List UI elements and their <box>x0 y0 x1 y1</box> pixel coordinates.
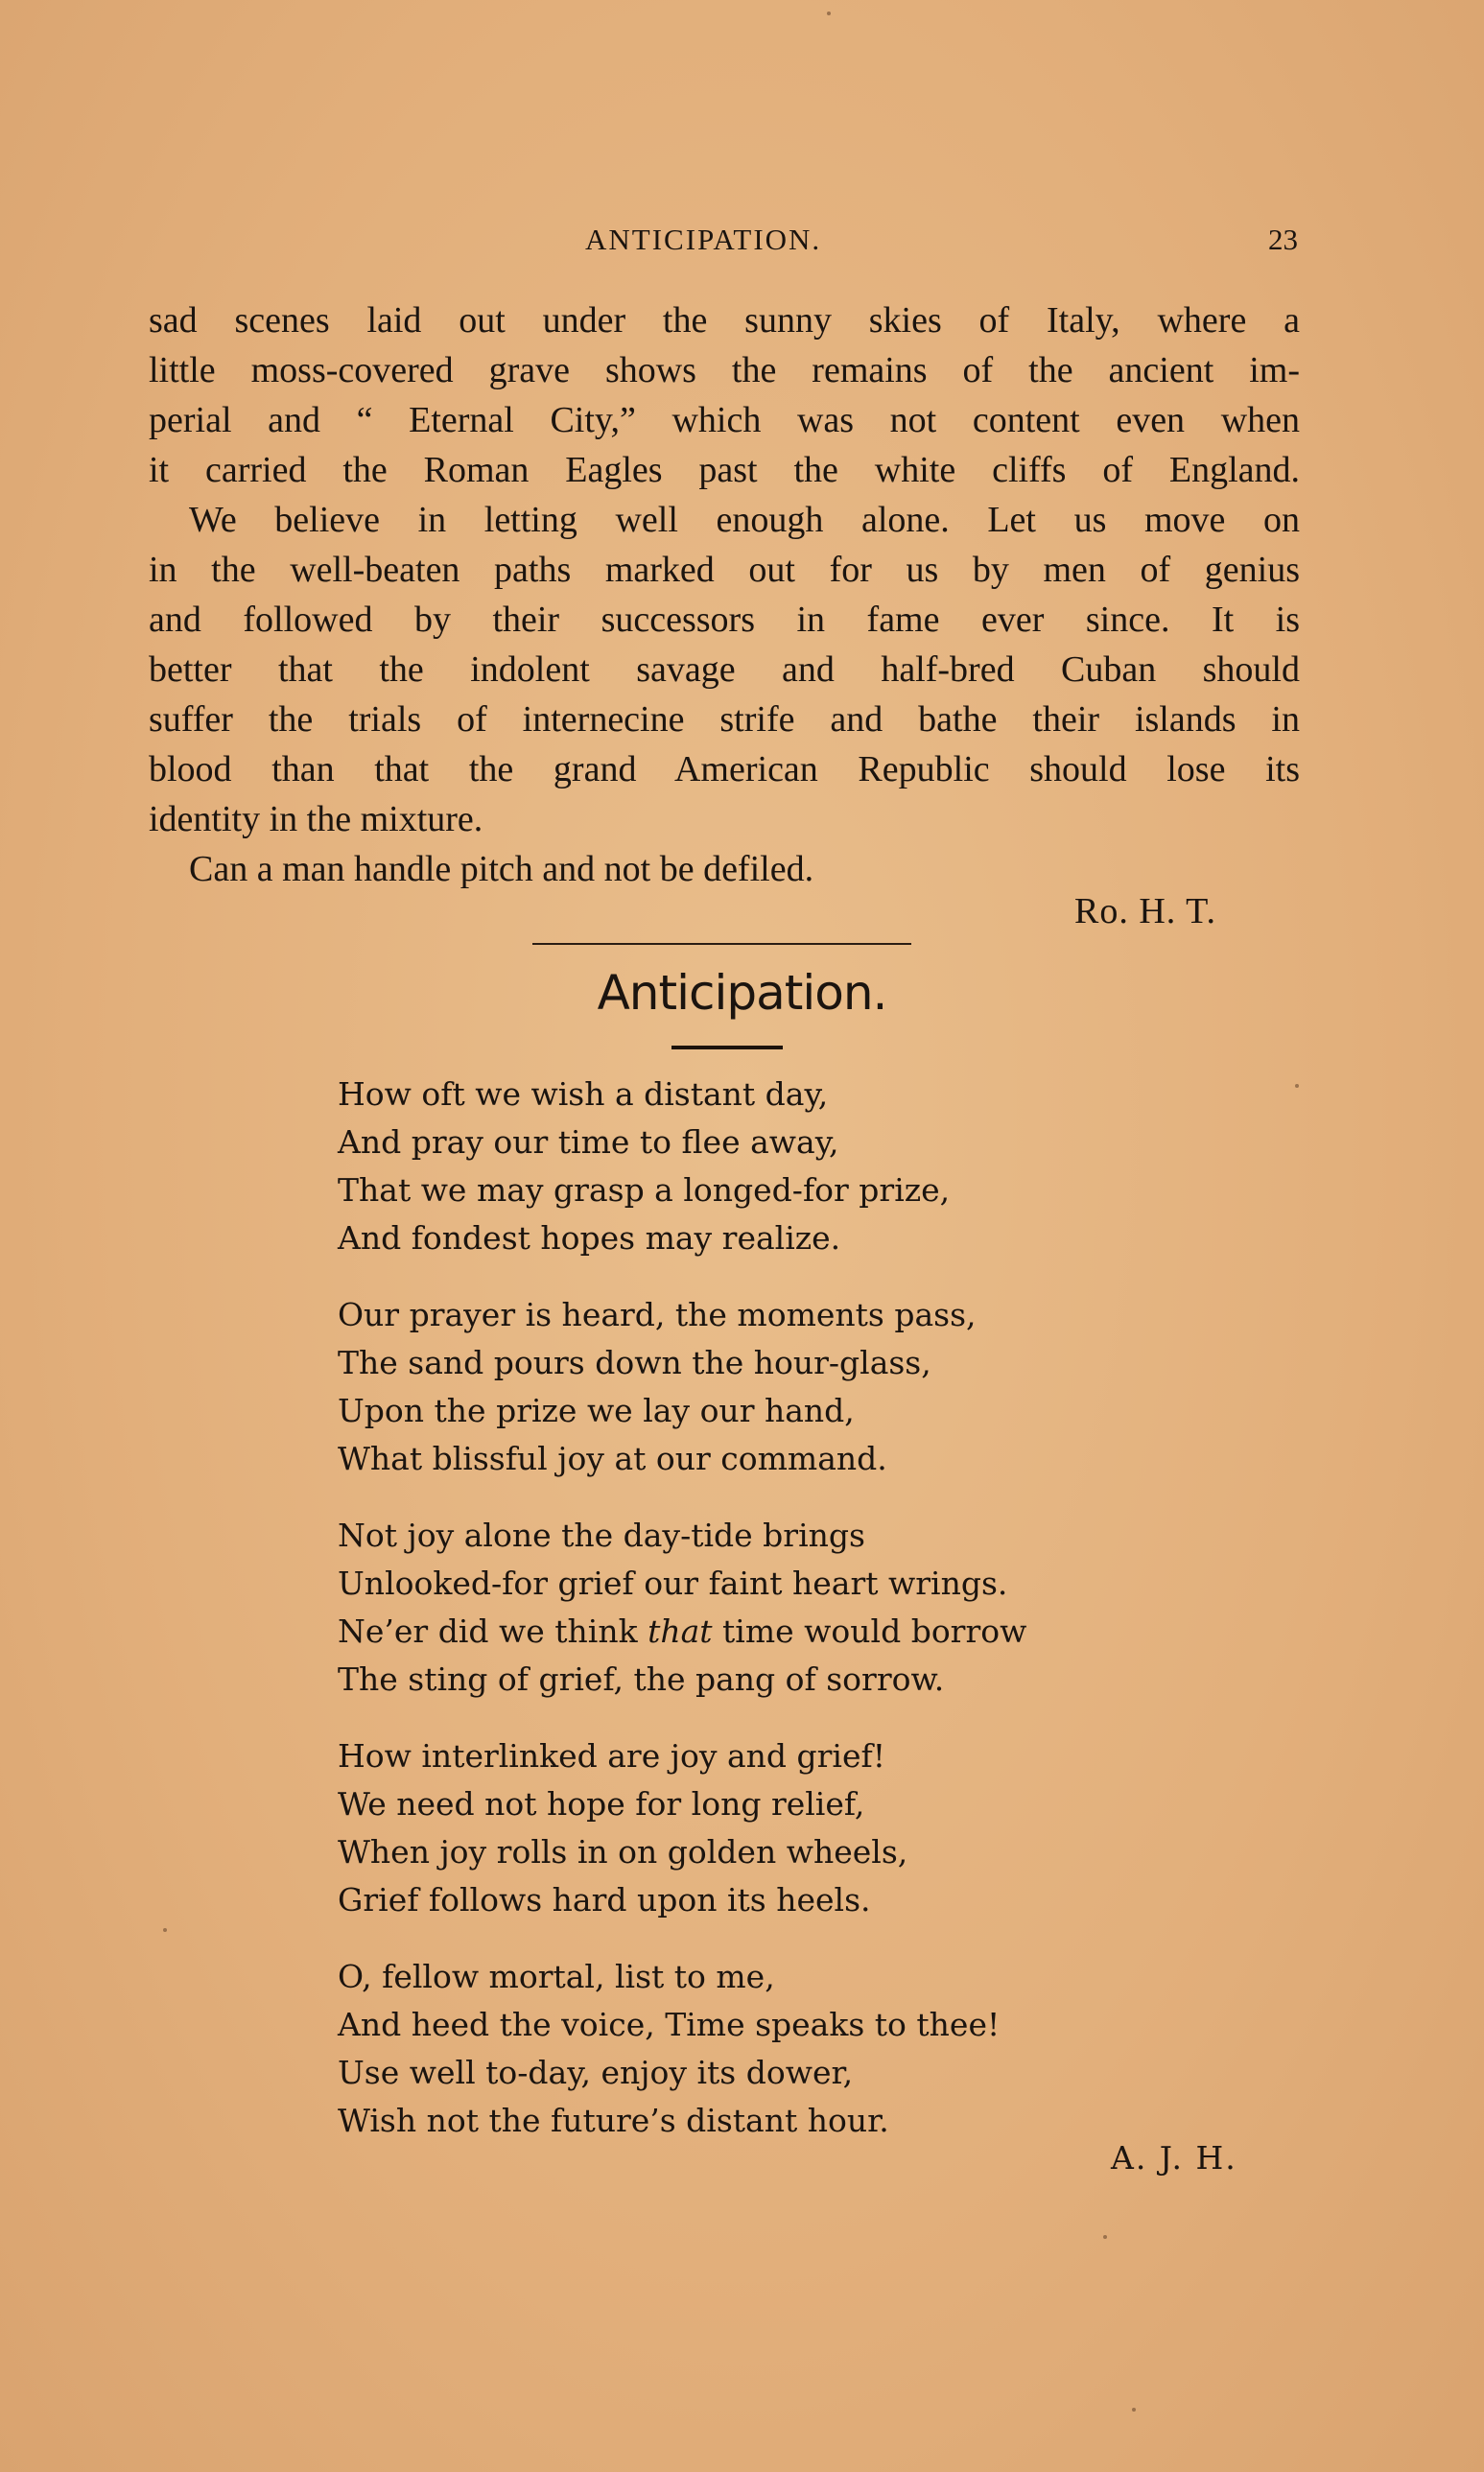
paper-speck <box>1295 1084 1299 1088</box>
poem-line: And heed the voice, Time speaks to thee! <box>338 2006 1001 2043</box>
poem-line: That we may grasp a longed-for prize, <box>338 1171 951 1209</box>
prose-line: Can a man handle pitch and not be defiled. <box>189 849 814 889</box>
title-underline <box>671 1046 783 1049</box>
poem-line: Use well to-day, enjoy its dower, <box>338 2054 854 2091</box>
poem-line: How interlinked are joy and grief! <box>338 1737 885 1775</box>
prose-block <box>149 295 1300 894</box>
poem-body <box>338 1071 1026 2174</box>
poem-line: Unlooked-for grief our faint heart wrings. <box>338 1565 1008 1602</box>
poem-line-with-italic <box>338 1608 1026 1656</box>
poem-line: When joy rolls in on golden wheels, <box>338 1833 908 1871</box>
poem-stanza <box>338 1291 1026 1483</box>
paper-speck <box>827 12 831 15</box>
poem-line: Our prayer is heard, the moments pass, <box>338 1296 977 1333</box>
prose-line: suffer the trials of internecine strife and bathe their islands in <box>149 699 1300 740</box>
poem-line-segment: Ne’er did we think <box>338 1613 638 1650</box>
section-divider <box>532 943 911 945</box>
poem-line: We need not hope for long relief, <box>338 1785 865 1823</box>
prose-line: sad scenes laid out under the sunny skies of Italy, where a <box>149 300 1300 341</box>
poem-signature: A. J. H. <box>1111 2139 1237 2177</box>
prose-line: blood than that the grand American Republic should lose its <box>149 749 1300 789</box>
page-number: 23 <box>1268 223 1298 256</box>
poem-line: And fondest hopes may realize. <box>338 1219 841 1257</box>
running-title: ANTICIPATION. <box>585 223 822 256</box>
poem-line: The sting of grief, the pang of sorrow. <box>338 1660 945 1698</box>
prose-line: perial and “ Eternal City,” which was not content even when <box>149 400 1300 440</box>
poem-line: The sand pours down the hour-glass, <box>338 1344 931 1381</box>
poem-line: Wish not the future’s distant hour. <box>338 2102 889 2139</box>
prose-line: and followed by their successors in fame ever since. It is <box>149 600 1300 640</box>
poem-italic-word: that <box>648 1613 713 1650</box>
prose-signature: Ro. H. T. <box>1074 891 1216 931</box>
paper-speck <box>163 1928 167 1932</box>
poem-stanza <box>338 1953 1026 2145</box>
poem-stanza <box>338 1732 1026 1924</box>
poem-line: Upon the prize we lay our hand, <box>338 1392 855 1429</box>
prose-line: little moss-covered grave shows the remains of the ancient im- <box>149 350 1300 390</box>
poem-line: Grief follows hard upon its heels. <box>338 1881 871 1919</box>
prose-line: We believe in letting well enough alone. Let us move on <box>189 500 1300 540</box>
prose-line: identity in the mixture. <box>149 799 483 839</box>
poem-line: How oft we wish a distant day, <box>338 1075 829 1113</box>
poem-line: O, fellow mortal, list to me, <box>338 1958 775 1995</box>
poem-stanza <box>338 1512 1026 1704</box>
poem-line-segment: time would borrow <box>722 1613 1027 1650</box>
poem-title: Anticipation. <box>597 965 887 1021</box>
running-head <box>0 223 1484 261</box>
poem-stanza <box>338 1071 1026 1262</box>
paper-speck <box>1103 2235 1107 2239</box>
poem-line: Not joy alone the day-tide brings <box>338 1517 865 1554</box>
prose-line: better that the indolent savage and half-bred Cuban should <box>149 649 1300 690</box>
poem-line: What blissful joy at our command. <box>338 1440 887 1477</box>
prose-line: it carried the Roman Eagles past the white cliffs of England. <box>149 450 1300 490</box>
prose-line: in the well-beaten paths marked out for us by men of genius <box>149 550 1300 590</box>
paper-speck <box>1132 2408 1136 2412</box>
poem-line: And pray our time to flee away, <box>338 1123 839 1161</box>
